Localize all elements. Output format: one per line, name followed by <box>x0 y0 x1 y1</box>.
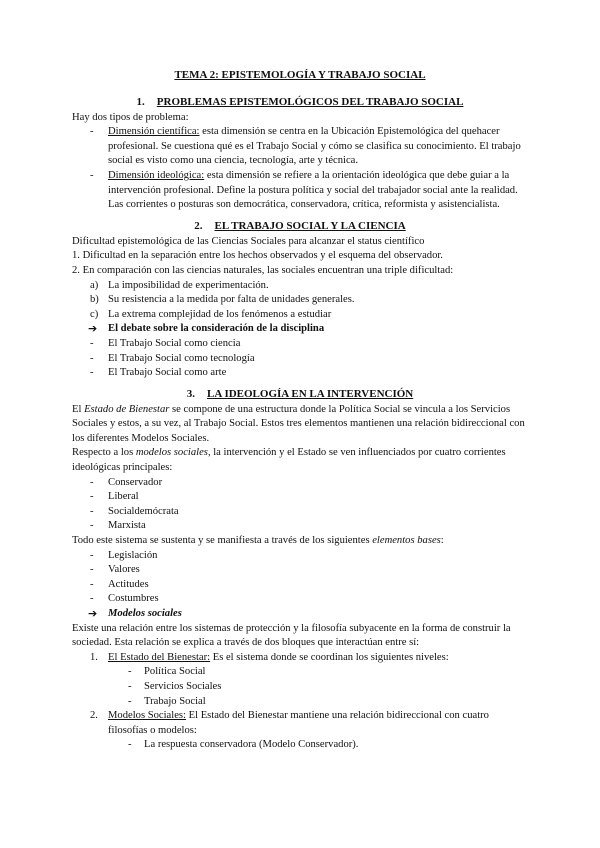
list-item <box>72 322 528 337</box>
term: Dimensión ideológica: <box>108 169 205 181</box>
list-text: Su resistencia a la medida por falta de unidades generales. <box>108 294 355 306</box>
section-title: PROBLEMAS EPISTEMOLÓGICOS DEL TRABAJO SOCIAL <box>156 95 464 108</box>
list-item <box>72 709 528 738</box>
list-item: - Socialdemócrata <box>72 505 528 520</box>
list-text: Modelos sociales <box>108 608 182 619</box>
list-item: - La respuesta conservadora (Modelo Conservador). <box>72 738 528 753</box>
list-item: - Marxista <box>72 519 528 534</box>
bases-list <box>72 549 528 607</box>
definition: esta dimensión se centra en la Ubicación Epistemológica del quehacer profesional. Se cuestiona qué es el Trabajo Social y cómo se clasifica su conocimiento. El trabajo social es visto como una ciencia, tecnología, arte y técnica. <box>108 126 521 167</box>
list-item: - El Trabajo Social como arte <box>72 366 528 381</box>
text-run: Estado de Bienestar <box>84 403 170 415</box>
section-1-intro: Hay dos tipos de problema: <box>72 111 189 123</box>
list-item <box>72 308 528 323</box>
models-list <box>72 738 528 753</box>
discipline-list <box>72 337 528 381</box>
paragraph <box>72 403 528 447</box>
list-item <box>72 279 528 294</box>
difficulty-list <box>72 279 528 323</box>
term: Dimensión científica: <box>108 126 200 138</box>
term: Modelos Sociales: <box>108 710 186 722</box>
list-item <box>72 293 528 308</box>
blocks-list <box>72 709 528 738</box>
list-text: El debate sobre la consideración de la disciplina <box>108 323 325 335</box>
list-text: La imposibilidad de experimentación. <box>108 279 269 291</box>
section-3-heading <box>72 387 528 402</box>
paragraph: Existe una relación entre los sistemas de protección y la filosofía subyacente en la forma de construir la sociedad. Esta relación se explica a través de dos bloques que interactúan entre sí: <box>72 622 511 649</box>
section-number: 3. <box>186 387 196 400</box>
definition: Es el sistema donde se coordinan los siguientes niveles: <box>210 651 449 663</box>
list-marker: a) <box>90 279 99 291</box>
list-item: - Valores <box>72 563 528 578</box>
paragraph: 1. Dificultad en la separación entre los hechos observados y el esquema del observador. <box>72 250 443 262</box>
list-marker: 1. <box>90 651 98 663</box>
definition: El Estado del Bienestar mantiene una relación bidireccional con cuatro filosofías o modelos: <box>108 710 489 736</box>
text-run: Todo este sistema se sustenta y se manifiesta a través de los siguientes <box>72 535 373 547</box>
term: El Estado del Bienestar: <box>108 651 211 663</box>
list-item: - Actitudes <box>72 578 528 593</box>
list-item: - Trabajo Social <box>72 695 528 710</box>
arrow-list <box>72 322 528 337</box>
section-1-heading <box>72 95 528 110</box>
text-run: , la intervención y el Estado se ven influenciados por cuatro corrientes ideológicas principales: <box>72 447 506 474</box>
list-item <box>72 651 528 666</box>
section-number: 1. <box>136 95 145 108</box>
section-title: EL TRABAJO SOCIAL Y LA CIENCIA <box>214 219 406 232</box>
text-run: El <box>72 403 85 415</box>
document-title: TEMA 2: EPISTEMOLOGÍA Y TRABAJO SOCIAL <box>174 69 426 81</box>
paragraph <box>72 446 528 475</box>
list-item: - Liberal <box>72 490 528 505</box>
section-title: LA IDEOLOGÍA EN LA INTERVENCIÓN <box>207 387 414 400</box>
list-item: - Legislación <box>72 549 528 564</box>
arrow-list <box>72 607 528 622</box>
section-2-heading <box>72 219 528 234</box>
section-number: 2. <box>194 219 203 232</box>
list-item: - Política Social <box>72 665 528 680</box>
paragraph: 2. En comparación con las ciencias naturales, las sociales encuentran una triple dificultad: <box>72 264 454 276</box>
list-item: - El Trabajo Social como tecnología <box>72 352 528 367</box>
text-run: elementos bases <box>372 535 441 547</box>
list-item <box>72 169 528 213</box>
blocks-list <box>72 651 528 666</box>
arrow-icon: ➔ <box>88 322 98 336</box>
arrow-icon: ➔ <box>88 607 98 620</box>
levels-list <box>72 665 528 709</box>
list-marker: c) <box>90 308 99 320</box>
list-item <box>72 607 528 622</box>
list-item: - Conservador <box>72 476 528 491</box>
text-run: Respecto a los <box>72 447 136 459</box>
list-item <box>72 125 528 169</box>
problem-type-list <box>72 125 528 213</box>
currents-list <box>72 476 528 534</box>
text-run: : <box>440 535 444 547</box>
list-text: La extrema complejidad de los fenómenos a estudiar <box>108 308 332 320</box>
paragraph <box>72 534 528 549</box>
list-marker: b) <box>90 294 99 306</box>
list-marker: 2. <box>90 710 98 722</box>
text-run: se compone de una estructura donde la Política Social se vincula a los Servicios Sociales y estos, a su vez, al Trabajo Social. Estos tres elementos mantienen una relación bidireccional con los diferentes Modelos Sociales. <box>72 403 525 444</box>
definition: esta dimensión se refiere a la orientación ideológica que debe guiar a la intervención profesional. Define la postura política y social del trabajador social ante la realidad. Las corrientes o posturas son democrática, conservadora, crítica, reformista y asistencialista. <box>108 169 518 211</box>
paragraph: Dificultad epistemológica de las Ciencias Sociales para alcanzar el status científico <box>72 235 425 247</box>
list-item: - Servicios Sociales <box>72 680 528 695</box>
list-item: - Costumbres <box>72 592 528 607</box>
text-run: modelos sociales <box>135 447 208 459</box>
list-item: - El Trabajo Social como ciencia <box>72 337 528 352</box>
